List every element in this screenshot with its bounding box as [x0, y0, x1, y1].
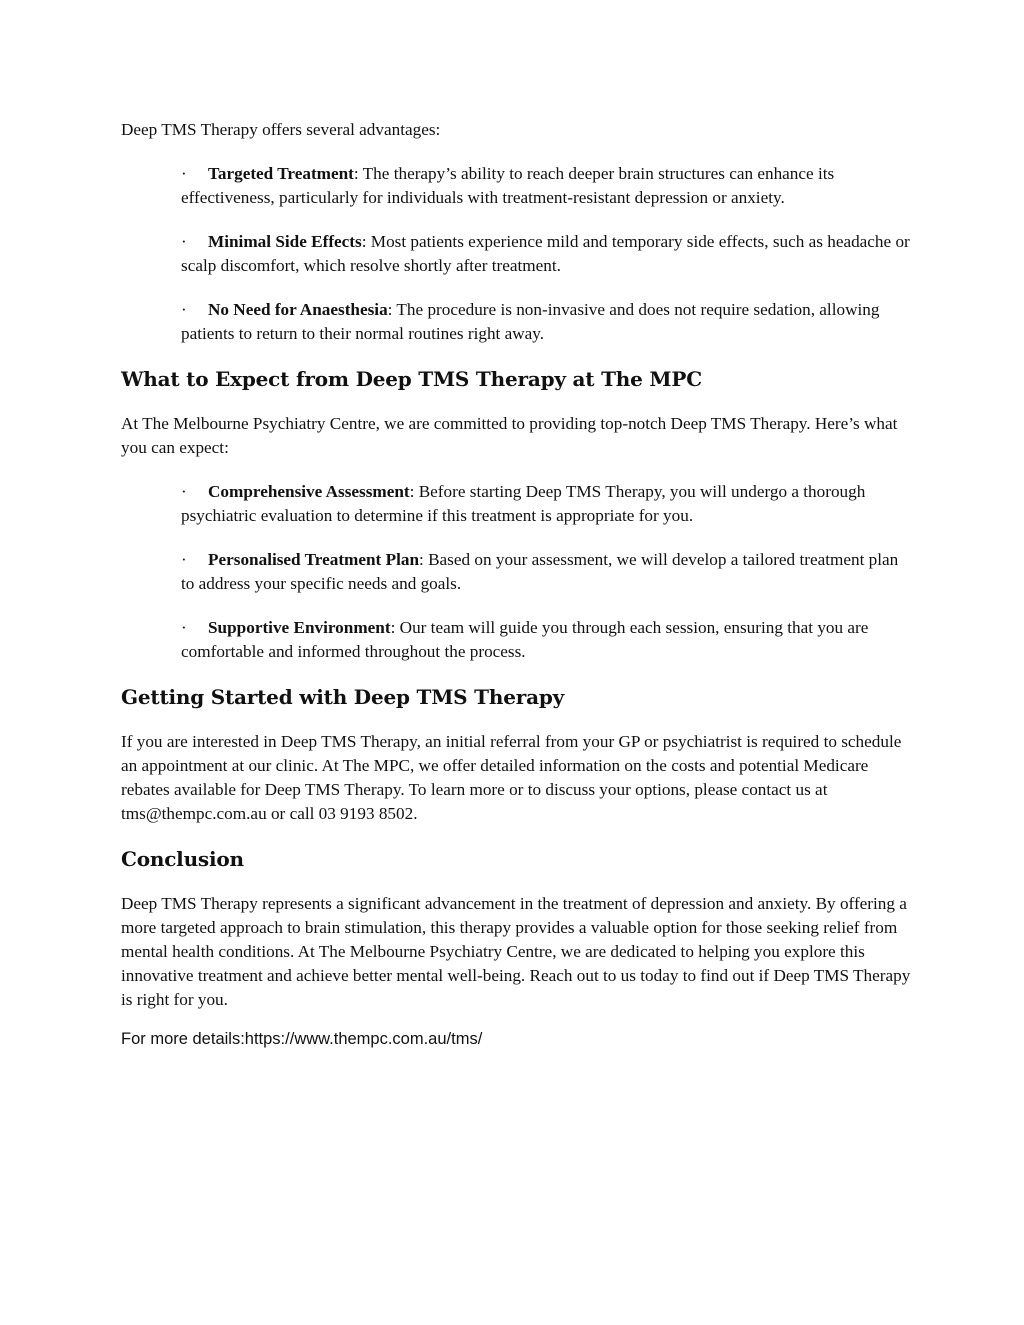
expect-item-title: Comprehensive Assessment	[208, 482, 410, 501]
advantage-item-no-anaesthesia	[181, 298, 911, 346]
expect-item-text: : Before starting Deep TMS Therapy, you will undergo a thorough psychiatric evaluation to determine if this treatment is appropriate for you.	[181, 482, 866, 525]
bullet-dot: ·	[181, 618, 187, 637]
expect-item-personalised-plan	[181, 548, 911, 596]
bullet-dot: ·	[181, 164, 187, 183]
expect-item-title: Personalised Treatment Plan	[208, 550, 420, 569]
advantage-item-targeted-treatment	[181, 162, 911, 210]
advantage-title: Minimal Side Effects	[208, 232, 362, 251]
bullet-dot: ·	[181, 550, 187, 569]
advantage-text: : Most patients experience mild and temporary side effects, such as headache or scalp discomfort, which resolve shortly after treatment.	[181, 232, 910, 275]
section-heading-what-to-expect: What to Expect from Deep TMS Therapy at The MPC	[121, 367, 702, 391]
section-heading-getting-started: Getting Started with Deep TMS Therapy	[121, 685, 565, 709]
advantage-title: No Need for Anaesthesia	[208, 300, 388, 319]
section-heading-conclusion: Conclusion	[121, 847, 244, 871]
bullet-dot: ·	[181, 232, 187, 251]
more-details-link[interactable]: For more details:https://www.thempc.com.au/tms/	[121, 1030, 483, 1048]
advantage-text: : The procedure is non-invasive and does not require sedation, allowing patients to return to their normal routines right away.	[181, 300, 880, 343]
bullet-dot: ·	[181, 482, 187, 501]
expect-item-text: : Our team will guide you through each session, ensuring that you are comfortable and informed throughout the process.	[181, 618, 869, 661]
advantage-title: Targeted Treatment	[208, 164, 354, 183]
advantage-text: : The therapy’s ability to reach deeper brain structures can enhance its effectiveness, particularly for individuals with treatment-resistant depression or anxiety.	[181, 164, 835, 207]
expect-item-title: Supportive Environment	[208, 618, 391, 637]
getting-started-paragraph: If you are interested in Deep TMS Therapy, an initial referral from your GP or psychiatrist is required to schedule an appointment at our clinic. At The MPC, we offer detailed information on the costs and potential Medicare rebates available for Deep TMS Therapy. To learn more or to discuss your options, please contact us at tms@thempc.com.au or call 03 9193 8502.	[121, 732, 902, 823]
expect-item-text: : Based on your assessment, we will develop a tailored treatment plan to address your specific needs and goals.	[181, 550, 899, 593]
document-page	[121, 118, 911, 1050]
advantage-item-minimal-side-effects	[181, 230, 911, 278]
what-to-expect-intro: At The Melbourne Psychiatry Centre, we are committed to providing top-notch Deep TMS Therapy. Here’s what you can expect:	[121, 414, 898, 457]
expect-item-comprehensive-assessment	[181, 480, 911, 528]
conclusion-paragraph: Deep TMS Therapy represents a significant advancement in the treatment of depression and anxiety. By offering a more targeted approach to brain stimulation, this therapy provides a valuable option for those seeking relief from mental health conditions. At The Melbourne Psychiatry Centre, we are dedicated to helping you explore this innovative treatment and achieve better mental well-being. Reach out to us today to find out if Deep TMS Therapy is right for you.	[121, 894, 911, 1009]
advantages-intro: Deep TMS Therapy offers several advantages:	[121, 120, 441, 139]
expect-item-supportive-environment	[181, 616, 911, 664]
bullet-dot: ·	[181, 300, 187, 319]
